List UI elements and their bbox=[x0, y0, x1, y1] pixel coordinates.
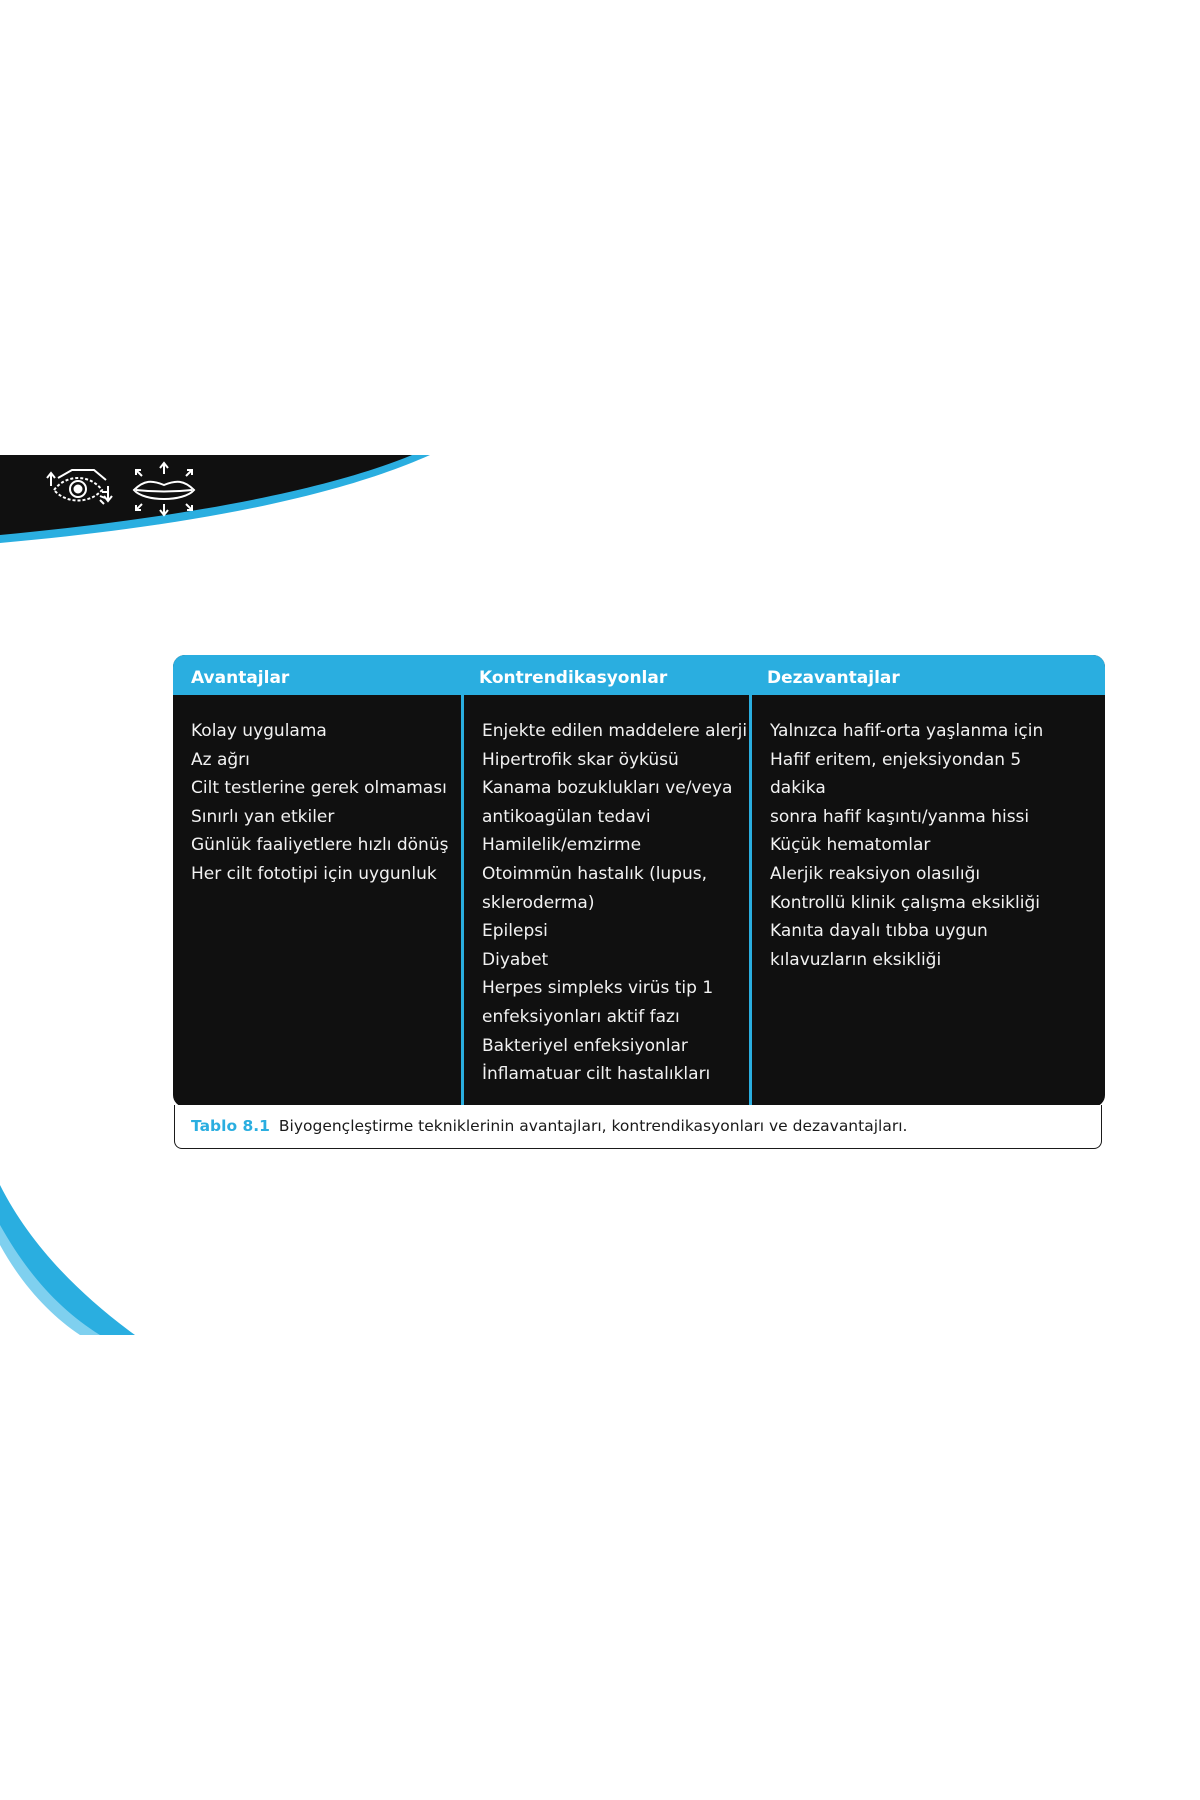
list-item: Diyabet bbox=[482, 949, 549, 970]
header-kontrendikasyonlar: Kontrendikasyonlar bbox=[479, 668, 668, 688]
column-avantajlar bbox=[173, 695, 461, 1107]
list-item: Kanıta dayalı tıbba uygun bbox=[770, 921, 988, 942]
list-item: Her cilt fototipi için uygunluk bbox=[191, 863, 437, 884]
comparison-table bbox=[173, 655, 1105, 1107]
list-item: İnflamatuar cilt hastalıkları bbox=[482, 1064, 711, 1085]
list-item: kılavuzların eksikliği bbox=[770, 949, 942, 970]
table-caption bbox=[174, 1105, 1102, 1149]
list-item: Cilt testlerine gerek olmaması bbox=[191, 778, 447, 799]
table-body bbox=[173, 695, 1105, 1107]
list-item: Epilepsi bbox=[482, 921, 548, 942]
list-item: Otoimmün hastalık (lupus, bbox=[482, 863, 708, 884]
list-item: Hamilelik/emzirme bbox=[482, 835, 642, 856]
header-avantajlar: Avantajlar bbox=[191, 668, 290, 688]
list-item: Alerjik reaksiyon olasılığı bbox=[770, 863, 981, 884]
list-item: enfeksiyonları aktif fazı bbox=[482, 1006, 680, 1027]
list-item: Az ağrı bbox=[191, 749, 250, 770]
list-item: sonra hafif kaşıntı/yanma hissi bbox=[770, 806, 1030, 827]
list-item: Hipertrofik skar öyküsü bbox=[482, 749, 679, 770]
list-item: skleroderma) bbox=[482, 892, 595, 913]
list-item: Kontrollü klinik çalışma eksikliği bbox=[770, 892, 1040, 913]
list-item: Bakteriyel enfeksiyonlar bbox=[482, 1035, 688, 1056]
table-header-row bbox=[173, 655, 1105, 695]
list-item: Küçük hematomlar bbox=[770, 835, 931, 856]
list-item: Yalnızca hafif-orta yaşlanma için bbox=[770, 721, 1044, 741]
footer-swoosh bbox=[0, 1185, 140, 1335]
column-kontrendikasyonlar bbox=[461, 695, 749, 1107]
eye-lift-icon bbox=[47, 470, 112, 504]
column-dezavantajlar bbox=[749, 695, 1105, 1107]
list-item: Kolay uygulama bbox=[191, 721, 327, 741]
list-item: Kanama bozuklukları ve/veya bbox=[482, 778, 733, 799]
header-icons bbox=[44, 460, 214, 520]
list-item: Sınırlı yan etkiler bbox=[191, 806, 335, 827]
list-item: Enjekte edilen maddelere alerji bbox=[482, 721, 748, 741]
list-item: Günlük faaliyetlere hızlı dönüş bbox=[191, 835, 449, 856]
list-item: dakika bbox=[770, 778, 826, 799]
header-dezavantajlar: Dezavantajlar bbox=[767, 668, 900, 688]
caption-label: Tablo 8.1 bbox=[191, 1117, 270, 1135]
list-item: Hafif eritem, enjeksiyondan 5 bbox=[770, 749, 1022, 770]
list-item: antikoagülan tedavi bbox=[482, 806, 651, 827]
lips-lift-icon bbox=[134, 463, 194, 515]
list-item: Herpes simpleks virüs tip 1 bbox=[482, 978, 714, 999]
caption-text: Biyogençleştirme tekniklerinin avantajları, kontrendikasyonları ve dezavantajları. bbox=[278, 1117, 908, 1135]
